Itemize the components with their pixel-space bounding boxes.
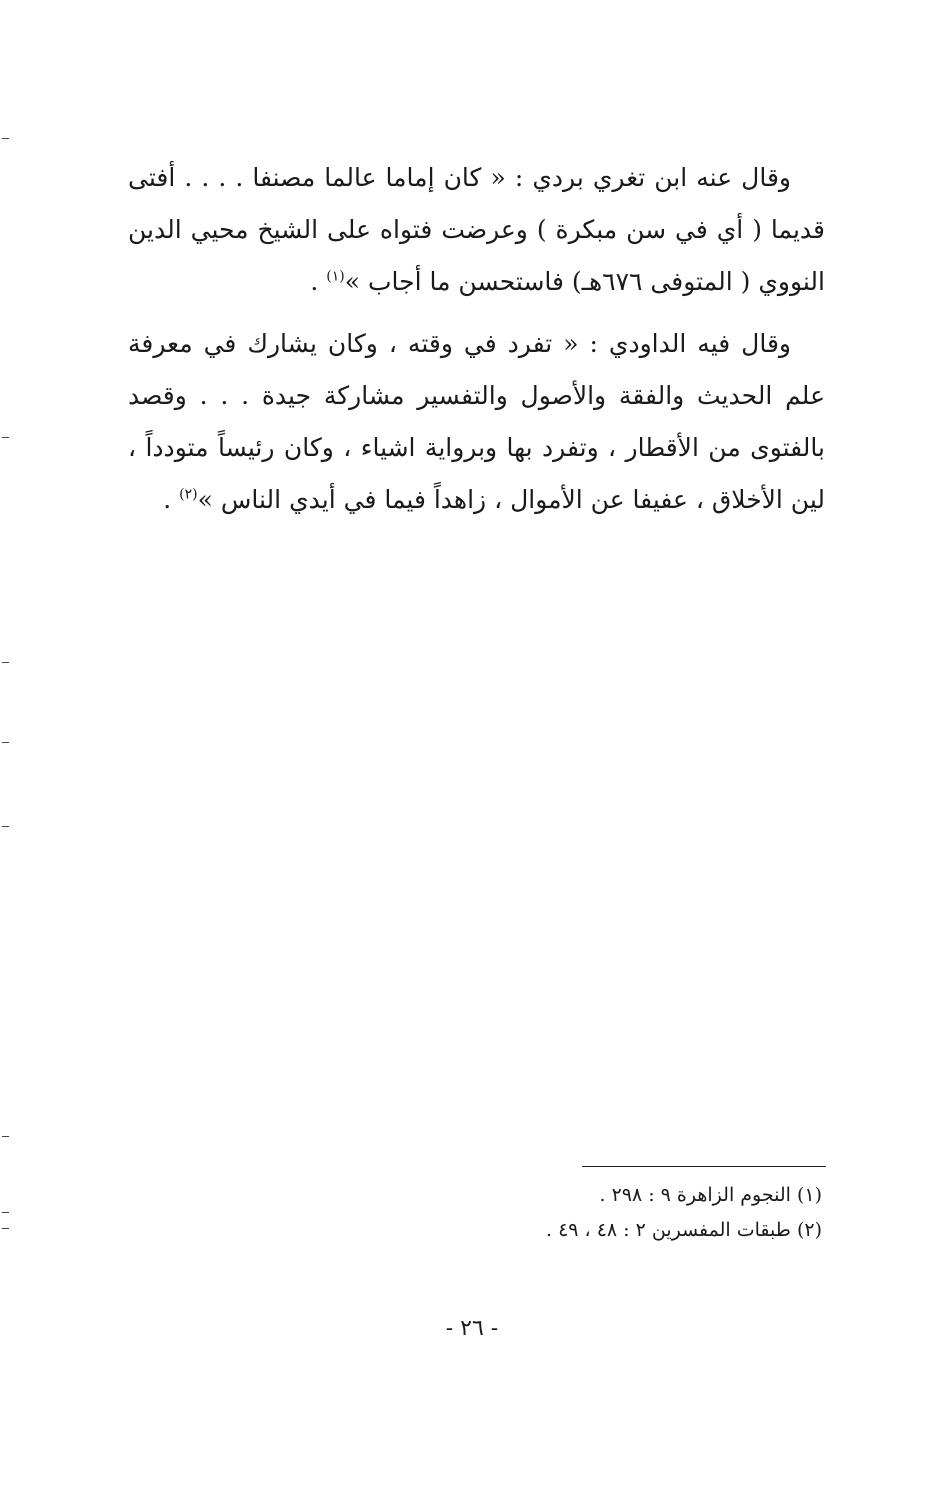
footnote-1: (١) النجوم الزاهرة ٩ : ٢٩٨ . <box>599 1184 822 1206</box>
paragraph-al-dawudi <box>128 318 825 526</box>
paragraph-ibn-taghri-birdi <box>128 152 825 308</box>
scan-edge-mark <box>2 437 9 438</box>
scan-edge-mark <box>2 1212 9 1213</box>
scan-edge-mark <box>2 742 9 743</box>
footnote-2: (٢) طبقات المفسرين ٢ : ٤٨ ، ٤٩ . <box>545 1219 822 1241</box>
paragraph-end: . <box>163 485 180 514</box>
scan-edge-mark <box>2 138 9 139</box>
scan-edge-mark <box>2 1136 9 1137</box>
footnotes-list <box>322 1178 822 1248</box>
footnote-reference: (٢) <box>179 486 198 503</box>
paragraph-text: وقال فيه الداودي : « تفرد في وقته ، وكان يشارك في معرفة علم الحديث والفقة والأصول والتفسير مشاركة جيدة . . . وقصد بالفتوى من الأقطار ، وتفرد بها وبرواية اشياء ، وكان رئيساً متودداً ، لين الأخلاق ، عفيفا عن الأموال ، زاهداً فيما في أيدي الناس » <box>128 329 825 514</box>
scan-edge-mark <box>2 1228 9 1229</box>
paragraph-end: . <box>310 267 327 296</box>
footnote-reference: (١) <box>326 268 345 285</box>
page-number: - ٢٦ - <box>445 1316 499 1341</box>
footnote-divider <box>582 1166 826 1167</box>
scan-edge-mark <box>2 826 9 827</box>
paragraph-text: وقال عنه ابن تغري بردي : « كان إماما عالما مصنفا . . . . أفتى قديما ( أي في سن مبكرة ) وعرضت فتواه على الشيخ محيي الدين النووي ( المتوفى ٦٧٦هـ) فاستحسن ما أجاب » <box>128 163 825 296</box>
scan-edge-mark <box>2 662 9 663</box>
